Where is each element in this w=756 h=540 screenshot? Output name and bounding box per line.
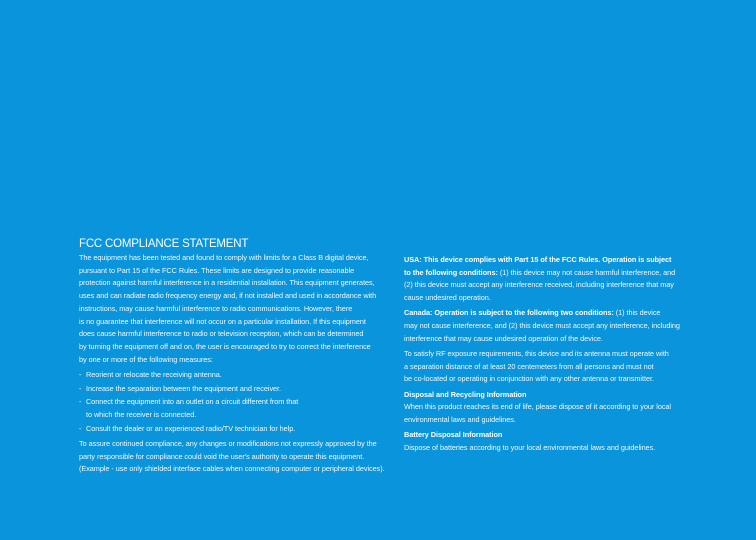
- text-line: uses and can radiate radio frequency energy and, if not installed and used in accordance with: [79, 291, 377, 301]
- battery-heading: Battery Disposal Information: [404, 430, 503, 440]
- text-line: pursuant to Part 15 of the FCC Rules. These limits are designed to provide reasonable: [79, 265, 355, 275]
- disposal-section: [404, 389, 694, 427]
- disposal-heading: Disposal and Recycling Information: [404, 389, 527, 399]
- list-item-text: Increase the separation between the equipment and receiver.: [86, 383, 282, 393]
- text-line: (2) this device must accept any interference received, including interference that may: [404, 280, 674, 290]
- text-line: interference that may cause undesired operation of the device.: [404, 333, 603, 343]
- text-line: may not cause interference, and (2) this device must accept any interference, including: [404, 321, 680, 331]
- closing-paragraph: [79, 438, 385, 476]
- usa-bold-line: USA: This device complies with Part 15 of the FCC Rules. Operation is subject: [404, 255, 672, 264]
- canada-text: (1) this device: [613, 308, 661, 318]
- text-line: (Example - use only shielded interface cables when connecting computer or peripheral devices).: [79, 464, 385, 474]
- text-line: a separation distance of at least 20 centemeters from all persons and must not: [404, 361, 654, 371]
- usa-bold-label: to the following conditions:: [404, 267, 498, 277]
- fcc-compliance-column: [79, 236, 385, 478]
- text-line: by one or more of the following measures:: [79, 354, 213, 364]
- regulatory-column: [404, 254, 694, 457]
- text-line: party responsible for compliance could void the user's authority to operate this equipment.: [79, 451, 365, 461]
- usa-paragraph: [404, 254, 694, 305]
- bullet-marker: -: [79, 397, 82, 407]
- list-item-text: Reorient or relocate the receiving antenna.: [86, 369, 222, 379]
- section-title: FCC COMPLIANCE STATEMENT: [79, 238, 249, 250]
- list-item: [79, 369, 379, 382]
- list-item-text: Consult the dealer or an experienced radio/TV technician for help.: [86, 423, 296, 433]
- text-line: When this product reaches its end of life, please dispose of it according to your local: [404, 402, 672, 412]
- text-line: instructions, may cause harmful interference to radio communications. However, there: [79, 303, 353, 313]
- text-line: does cause harmful interference to radio or television reception, which can be determined: [79, 329, 364, 339]
- text-line: [404, 307, 694, 320]
- bullet-marker: -: [79, 423, 82, 433]
- intro-paragraph: [79, 252, 379, 366]
- text-line: [404, 267, 694, 280]
- list-item-text: to which the receiver is connected.: [86, 409, 197, 419]
- text-line: protection against harmful interference in a residential installation. This equipment generates,: [79, 278, 375, 288]
- list-item-text: Connect the equipment into an outlet on a circuit different from that: [86, 397, 299, 407]
- text-line: cause undesired operation.: [404, 293, 491, 303]
- text-line: Dispose of batteries according to your local environmental laws and guidelines.: [404, 442, 656, 452]
- text-line: is no guarantee that interference will not occur on a particular installation. If this equipment: [79, 316, 366, 326]
- text-line: by turning the equipment off and on, the user is encouraged to try to correct the interference: [79, 341, 371, 351]
- text-line: To satisfy RF exposure requirements, this device and its antenna must operate with: [404, 348, 669, 358]
- text-line: environmental laws and guidelines.: [404, 414, 516, 424]
- bullet-marker: -: [79, 369, 82, 379]
- list-item: [79, 383, 379, 396]
- text-line: be co-located or operating in conjunction with any other antenna or transmitter.: [404, 374, 654, 384]
- text-line: The equipment has been tested and found to comply with limits for a Class B digital device,: [79, 253, 369, 262]
- battery-section: [404, 429, 694, 454]
- text-line: To assure continued compliance, any changes or modifications not expressly approved by the: [79, 438, 377, 448]
- bullet-marker: -: [79, 383, 82, 393]
- usa-text: (1) this device may not cause harmful interference, and: [497, 267, 676, 277]
- measures-list: [79, 369, 379, 436]
- list-item: [79, 396, 379, 421]
- canada-bold-label: Canada: Operation is subject to the following two conditions:: [404, 308, 614, 318]
- list-item: [79, 423, 379, 436]
- rf-exposure-paragraph: [404, 348, 694, 386]
- canada-paragraph: [404, 307, 694, 345]
